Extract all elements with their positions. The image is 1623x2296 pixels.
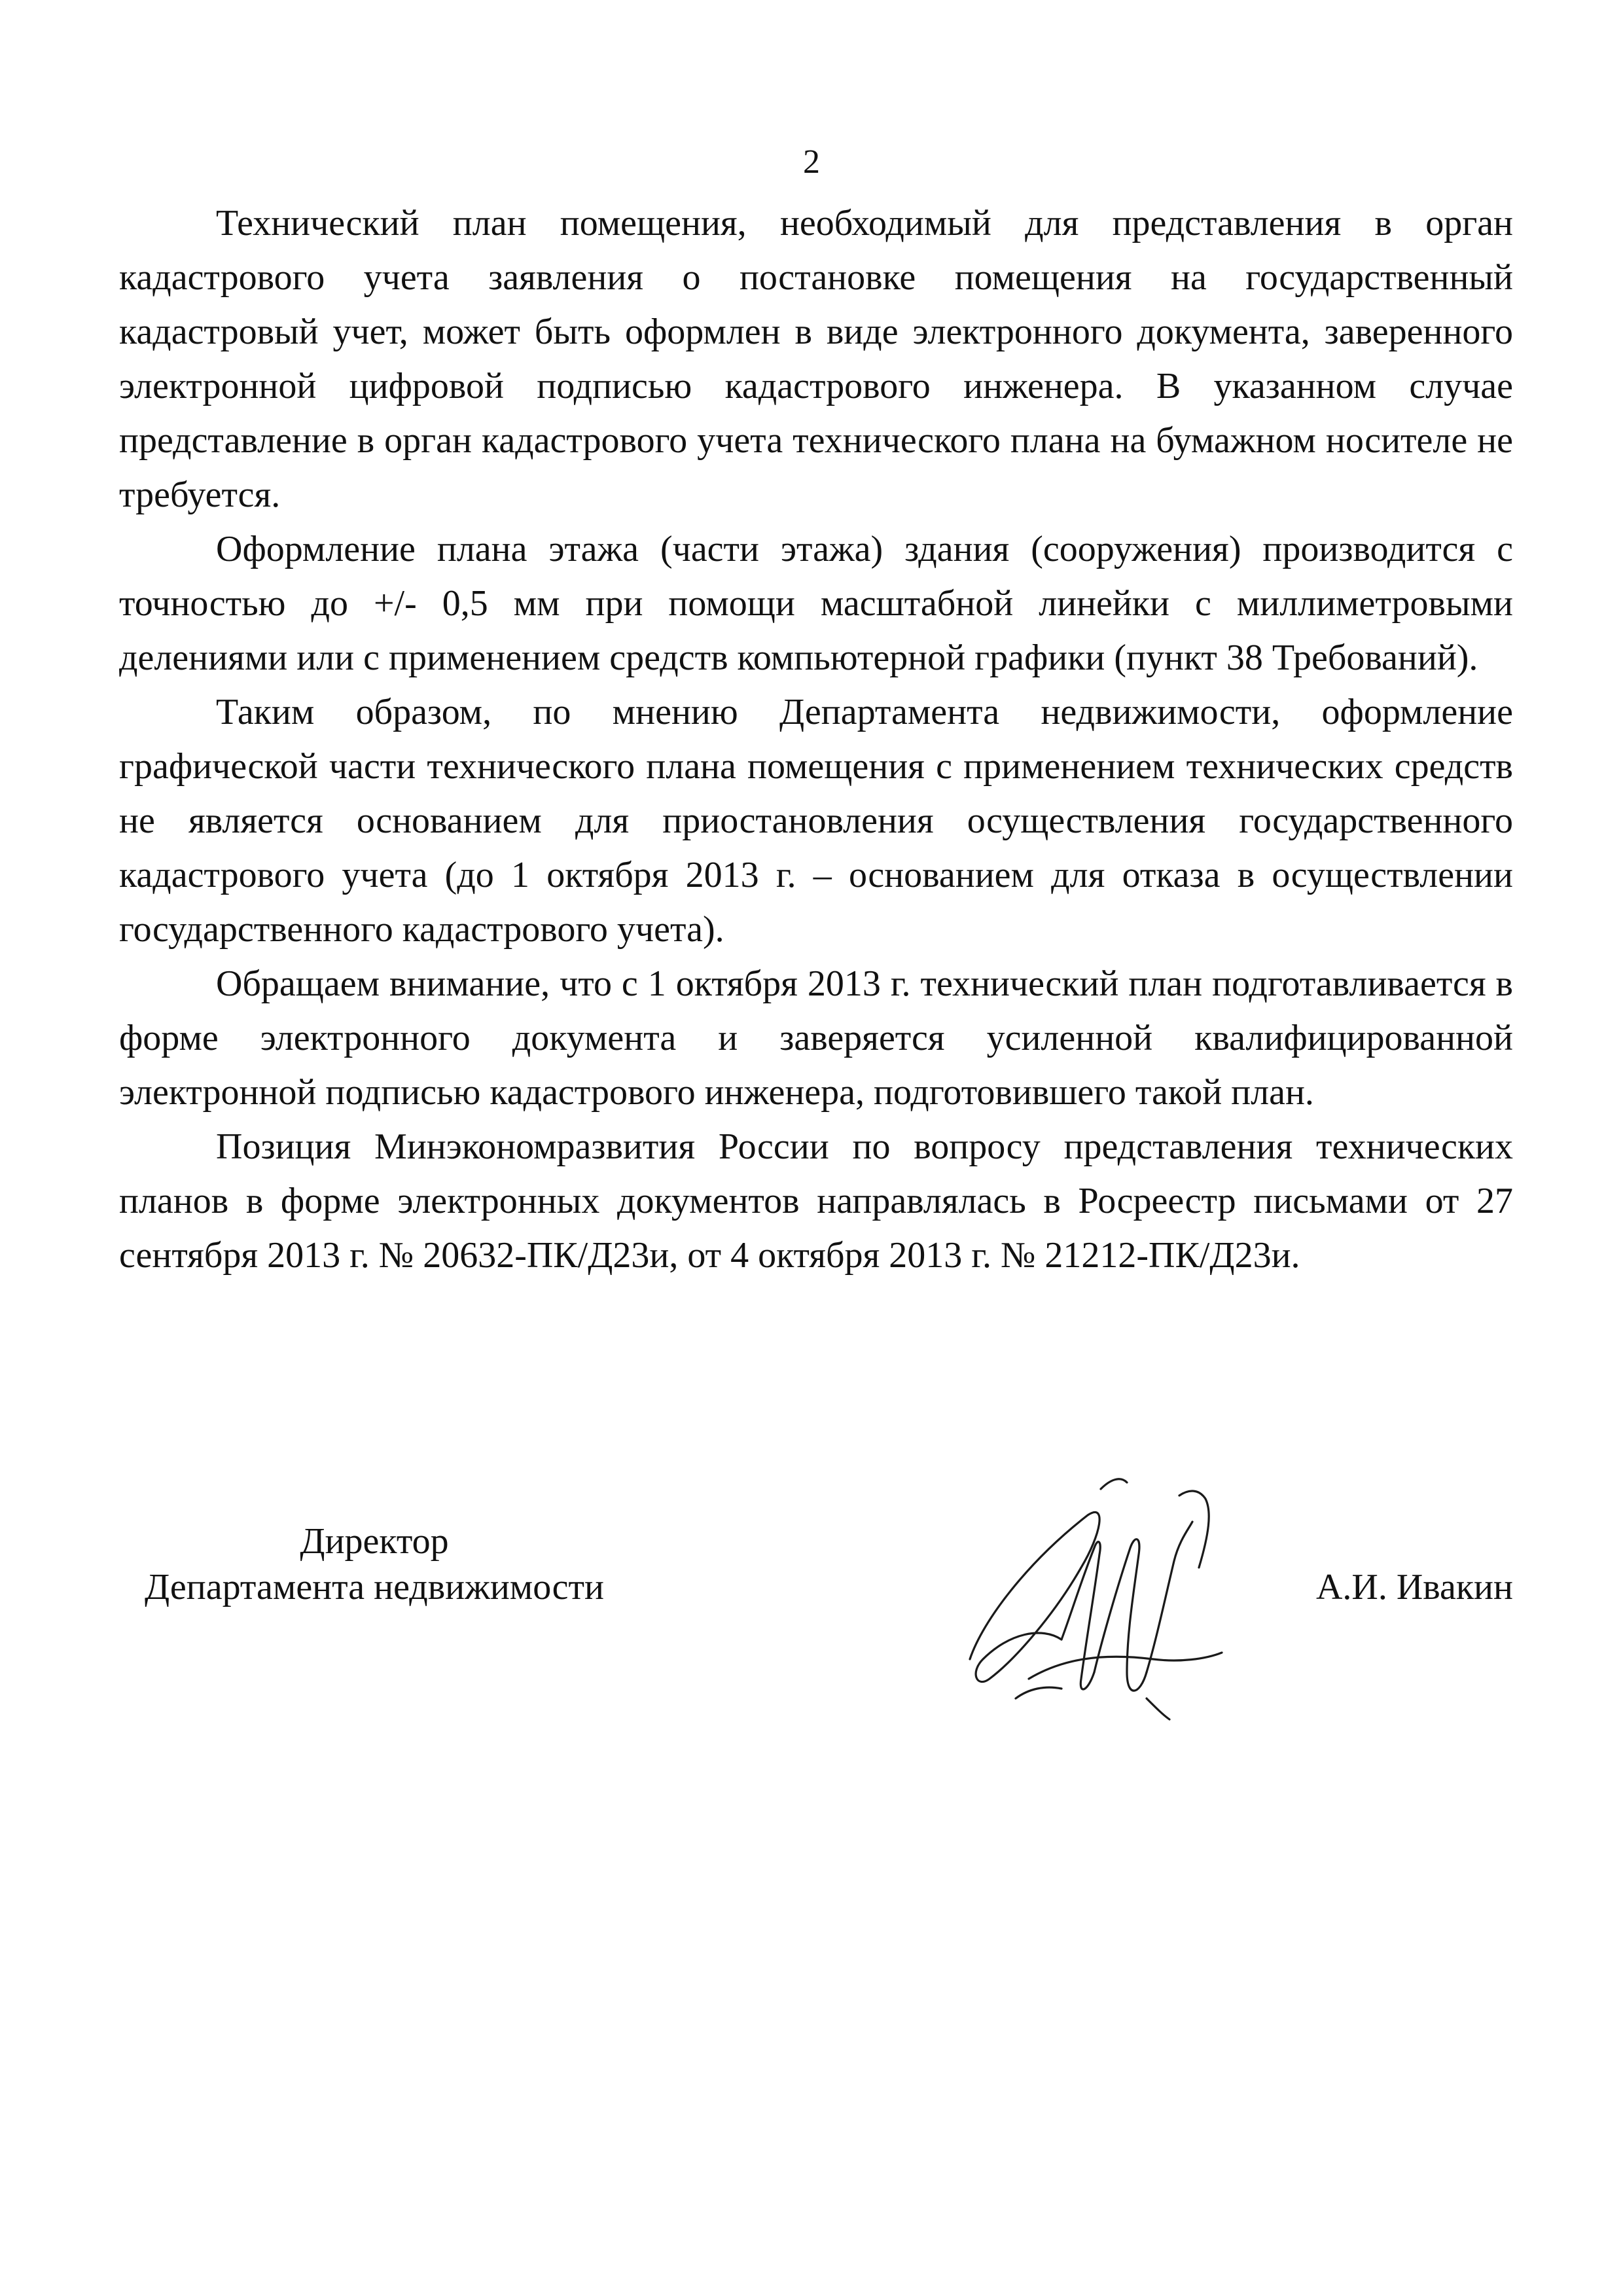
handwritten-signature xyxy=(931,1463,1258,1738)
paragraph-department-opinion: Таким образом, по мнению Департамента недвижимости, оформление графической части технического плана помещения с применением технических средств не является основанием для приостановления осуществления государственного кадастрового учета (до 1 октября 2013 г. – основанием для отказа в осуществлении государственного кадастрового учета). xyxy=(119,692,1513,950)
paragraph-floor-plan: Оформление плана этажа (части этажа) здания (сооружения) производится с точностью до +/- 0,5 мм при помощи масштабной линейки с миллиметровыми делениями или с применением средств компьютерной графики (пункт 38 Требований). xyxy=(119,529,1513,678)
signature-stroke xyxy=(1029,1653,1222,1679)
page-number: 2 xyxy=(803,143,820,181)
signature-stroke xyxy=(1016,1687,1061,1698)
signatory-title-line2: Департамента недвижимости xyxy=(145,1567,604,1607)
signature-stroke xyxy=(1101,1479,1127,1489)
signature-stroke xyxy=(1147,1698,1169,1719)
signature-stroke xyxy=(1147,1522,1192,1672)
signature-stroke xyxy=(1094,1539,1147,1691)
paragraph-technical-plan: Технический план помещения, необходимый для представления в орган кадастрового учета заявления о постановке помещения на государственный кадастровый учет, может быть оформлен в виде электронного документа, заверенного электронной цифровой подписью кадастрового инженера. В указанном случае представление в орган кадастрового учета технического плана на бумажном носителе не требуется. xyxy=(119,203,1513,515)
signature-stroke xyxy=(970,1512,1099,1681)
signatory-name: А.И. Ивакин xyxy=(1315,1567,1513,1607)
signatory-title xyxy=(119,1518,630,1610)
paragraph-ministry-position: Позиция Минэкономразвития России по вопросу представления технических планов в форме электронных документов направлялась в Росреестр письмами от 27 сентября 2013 г. № 20632-ПК/Д23и, от 4 октября 2013 г. № 21212-ПК/Д23и. xyxy=(119,1126,1513,1276)
letter-body xyxy=(119,196,1513,1283)
signature-block xyxy=(119,1518,1513,1741)
signatory-title-line1: Директор xyxy=(300,1521,449,1562)
paragraph-attention: Обращаем внимание, что с 1 октября 2013 г. технический план подготавливается в форме электронного документа и заверяется усиленной квалифицированной электронной подписью кадастрового инженера, подготовившего такой план. xyxy=(119,963,1513,1113)
signature-stroke xyxy=(1179,1491,1209,1568)
